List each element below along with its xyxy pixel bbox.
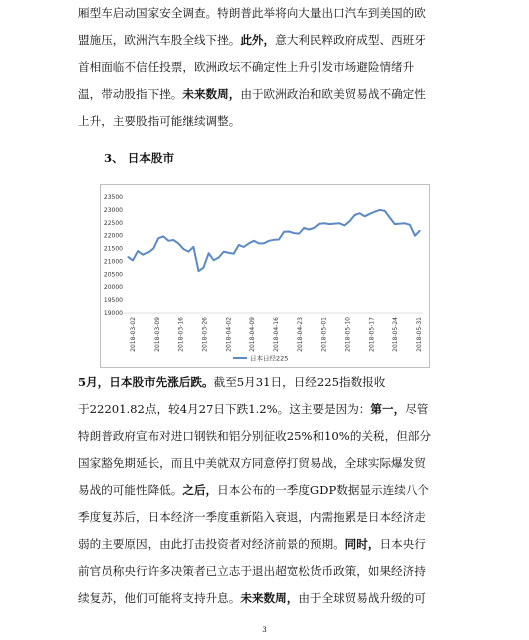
legend-label: 日本日经225 bbox=[250, 354, 289, 363]
data-point bbox=[127, 256, 128, 257]
data-point bbox=[168, 240, 169, 241]
text-line: 温，带动股指下挫。未来数周，由于欧洲政治和欧美贸易战不确定性 bbox=[78, 87, 426, 101]
data-point bbox=[188, 251, 189, 252]
data-point bbox=[379, 209, 380, 210]
text-line: 厢型车启动国家安全调查。特朗普此举将向大量出口汽车到美国的欧 bbox=[78, 6, 426, 20]
data-point bbox=[324, 223, 325, 224]
x-tick-label: 2018-04-16 bbox=[273, 317, 280, 352]
text-line: 5月，日本股市先涨后跌。截至5月31日，日经225指数报收 bbox=[78, 375, 386, 389]
nikkei-chart bbox=[100, 184, 430, 368]
emphasis-text: 未来数周， bbox=[182, 87, 241, 101]
data-point bbox=[394, 224, 395, 225]
y-tick-label: 23000 bbox=[103, 206, 123, 214]
y-tick-label: 19500 bbox=[103, 297, 123, 305]
data-point bbox=[364, 216, 365, 217]
x-tick-label: 2018-05-17 bbox=[368, 317, 376, 352]
text-line: 弱的主要原因，由此打击投资者对经济前景的预期。同时，日本央行 bbox=[78, 537, 426, 551]
data-point bbox=[349, 221, 350, 222]
emphasis-text: 同时， bbox=[344, 537, 380, 551]
data-point bbox=[138, 251, 139, 252]
data-point bbox=[414, 235, 415, 236]
y-tick-label: 22500 bbox=[103, 219, 123, 227]
data-point bbox=[263, 243, 264, 244]
x-tick-label: 2018-03-16 bbox=[177, 317, 185, 352]
data-point bbox=[314, 227, 315, 228]
data-point bbox=[304, 227, 305, 228]
text-line: 续复苏，他们可能将支持升息。未来数周，由于全球贸易战升级的可 bbox=[78, 591, 426, 605]
data-point bbox=[183, 249, 184, 250]
data-point bbox=[359, 213, 360, 214]
data-point bbox=[213, 260, 214, 261]
data-point bbox=[228, 252, 229, 253]
data-point bbox=[253, 240, 254, 241]
text-line: 于22201.82点，较4月27日下跌1.2%。这主要是因为：第一，尽管 bbox=[78, 402, 429, 416]
data-point bbox=[389, 217, 390, 218]
data-point bbox=[173, 239, 174, 240]
emphasis-text: 此外， bbox=[240, 33, 276, 47]
data-point bbox=[419, 230, 420, 231]
legend bbox=[233, 354, 288, 363]
data-point bbox=[153, 248, 154, 249]
emphasis-text: 未来数周， bbox=[240, 591, 299, 605]
y-tick-label: 23500 bbox=[103, 194, 123, 201]
data-point bbox=[248, 243, 249, 244]
data-point bbox=[334, 223, 335, 224]
bottom-paragraph bbox=[78, 369, 450, 612]
data-point bbox=[198, 271, 199, 272]
data-point bbox=[369, 213, 370, 214]
x-axis-ticks bbox=[130, 317, 423, 352]
data-point bbox=[299, 233, 300, 234]
data-point bbox=[148, 252, 149, 253]
x-tick-label: 2018-04-09 bbox=[249, 317, 257, 352]
series-line-nikkei225 bbox=[128, 210, 420, 271]
x-tick-label: 2018-05-10 bbox=[344, 317, 352, 352]
data-point bbox=[203, 267, 204, 268]
top-paragraph bbox=[78, 0, 450, 135]
y-tick-label: 22000 bbox=[103, 232, 123, 240]
x-tick-label: 2018-05-01 bbox=[320, 317, 328, 352]
emphasis-text: 之后， bbox=[182, 483, 218, 497]
data-point bbox=[319, 223, 320, 224]
x-tick-label: 2018-04-23 bbox=[296, 317, 304, 352]
page-number: 3 bbox=[262, 626, 267, 634]
chart-canvas bbox=[101, 185, 431, 369]
data-point bbox=[409, 224, 410, 225]
y-tick-label: 20000 bbox=[103, 284, 123, 292]
data-point bbox=[233, 253, 234, 254]
data-point bbox=[158, 238, 159, 239]
text-line: 特朗普政府宣布对进口钢铁和铝分别征收25%和10%的关税，但部分 bbox=[78, 429, 431, 443]
x-tick-label: 2018-03-26 bbox=[201, 317, 209, 352]
data-point bbox=[223, 251, 224, 252]
text-line: 前官员称央行许多决策者已立志于退出超宽松货币政策，如果经济持 bbox=[78, 564, 426, 578]
section-heading: 3、 日本股市 bbox=[104, 151, 175, 165]
data-point bbox=[163, 236, 164, 237]
y-tick-label: 21500 bbox=[103, 245, 123, 253]
data-point bbox=[344, 225, 345, 226]
y-tick-label: 19000 bbox=[103, 310, 123, 317]
data-point bbox=[143, 254, 144, 255]
emphasis-text: 5月，日本股市先涨后跌。 bbox=[78, 375, 214, 389]
text-line: 首相面临不信任投票，欧洲政坛不确定性上升引发市场避险情绪升 bbox=[78, 60, 415, 74]
data-point bbox=[193, 246, 194, 247]
text-line: 国家豁免期延长，而且中美就双方同意停打贸易战，全球实际爆发贸 bbox=[78, 456, 426, 470]
data-point bbox=[238, 244, 239, 245]
data-point bbox=[278, 239, 279, 240]
emphasis-text: 第一， bbox=[370, 402, 406, 416]
x-tick-label: 2018-05-24 bbox=[392, 317, 400, 352]
data-point bbox=[339, 223, 340, 224]
x-tick-label: 2018-03-02 bbox=[130, 317, 137, 352]
data-point bbox=[374, 211, 375, 212]
data-point bbox=[208, 253, 209, 254]
x-tick-label: 2018-05-31 bbox=[416, 317, 423, 352]
data-point bbox=[384, 210, 385, 211]
data-point bbox=[268, 240, 269, 241]
data-point bbox=[178, 243, 179, 244]
data-point bbox=[258, 243, 259, 244]
text-line: 上升，主要股指可能继续调整。 bbox=[78, 114, 241, 128]
y-tick-label: 21000 bbox=[103, 258, 123, 266]
y-axis-ticks bbox=[104, 194, 123, 317]
text-line: 盟施压，欧洲汽车股全线下挫。此外，意大利民粹政府成型、西班牙 bbox=[78, 33, 426, 47]
x-tick-label: 2018-03-09 bbox=[153, 317, 161, 352]
data-point bbox=[289, 231, 290, 232]
text-line: 季度复苏后，日本经济一季度重新陷入衰退，内需拖累是日本经济走 bbox=[78, 510, 426, 524]
data-point bbox=[399, 223, 400, 224]
x-tick-label: 2018-04-02 bbox=[225, 317, 233, 352]
data-point bbox=[354, 214, 355, 215]
data-point bbox=[218, 257, 219, 258]
data-point bbox=[294, 233, 295, 234]
data-point bbox=[132, 260, 133, 261]
data-point bbox=[309, 229, 310, 230]
data-point bbox=[273, 239, 274, 240]
data-point bbox=[243, 246, 244, 247]
data-point bbox=[404, 223, 405, 224]
text-line: 易战的可能性降低。之后，日本公布的一季度GDP数据显示连续八个 bbox=[78, 483, 430, 497]
y-tick-label: 20500 bbox=[103, 271, 123, 279]
data-point bbox=[329, 224, 330, 225]
data-point bbox=[284, 231, 285, 232]
